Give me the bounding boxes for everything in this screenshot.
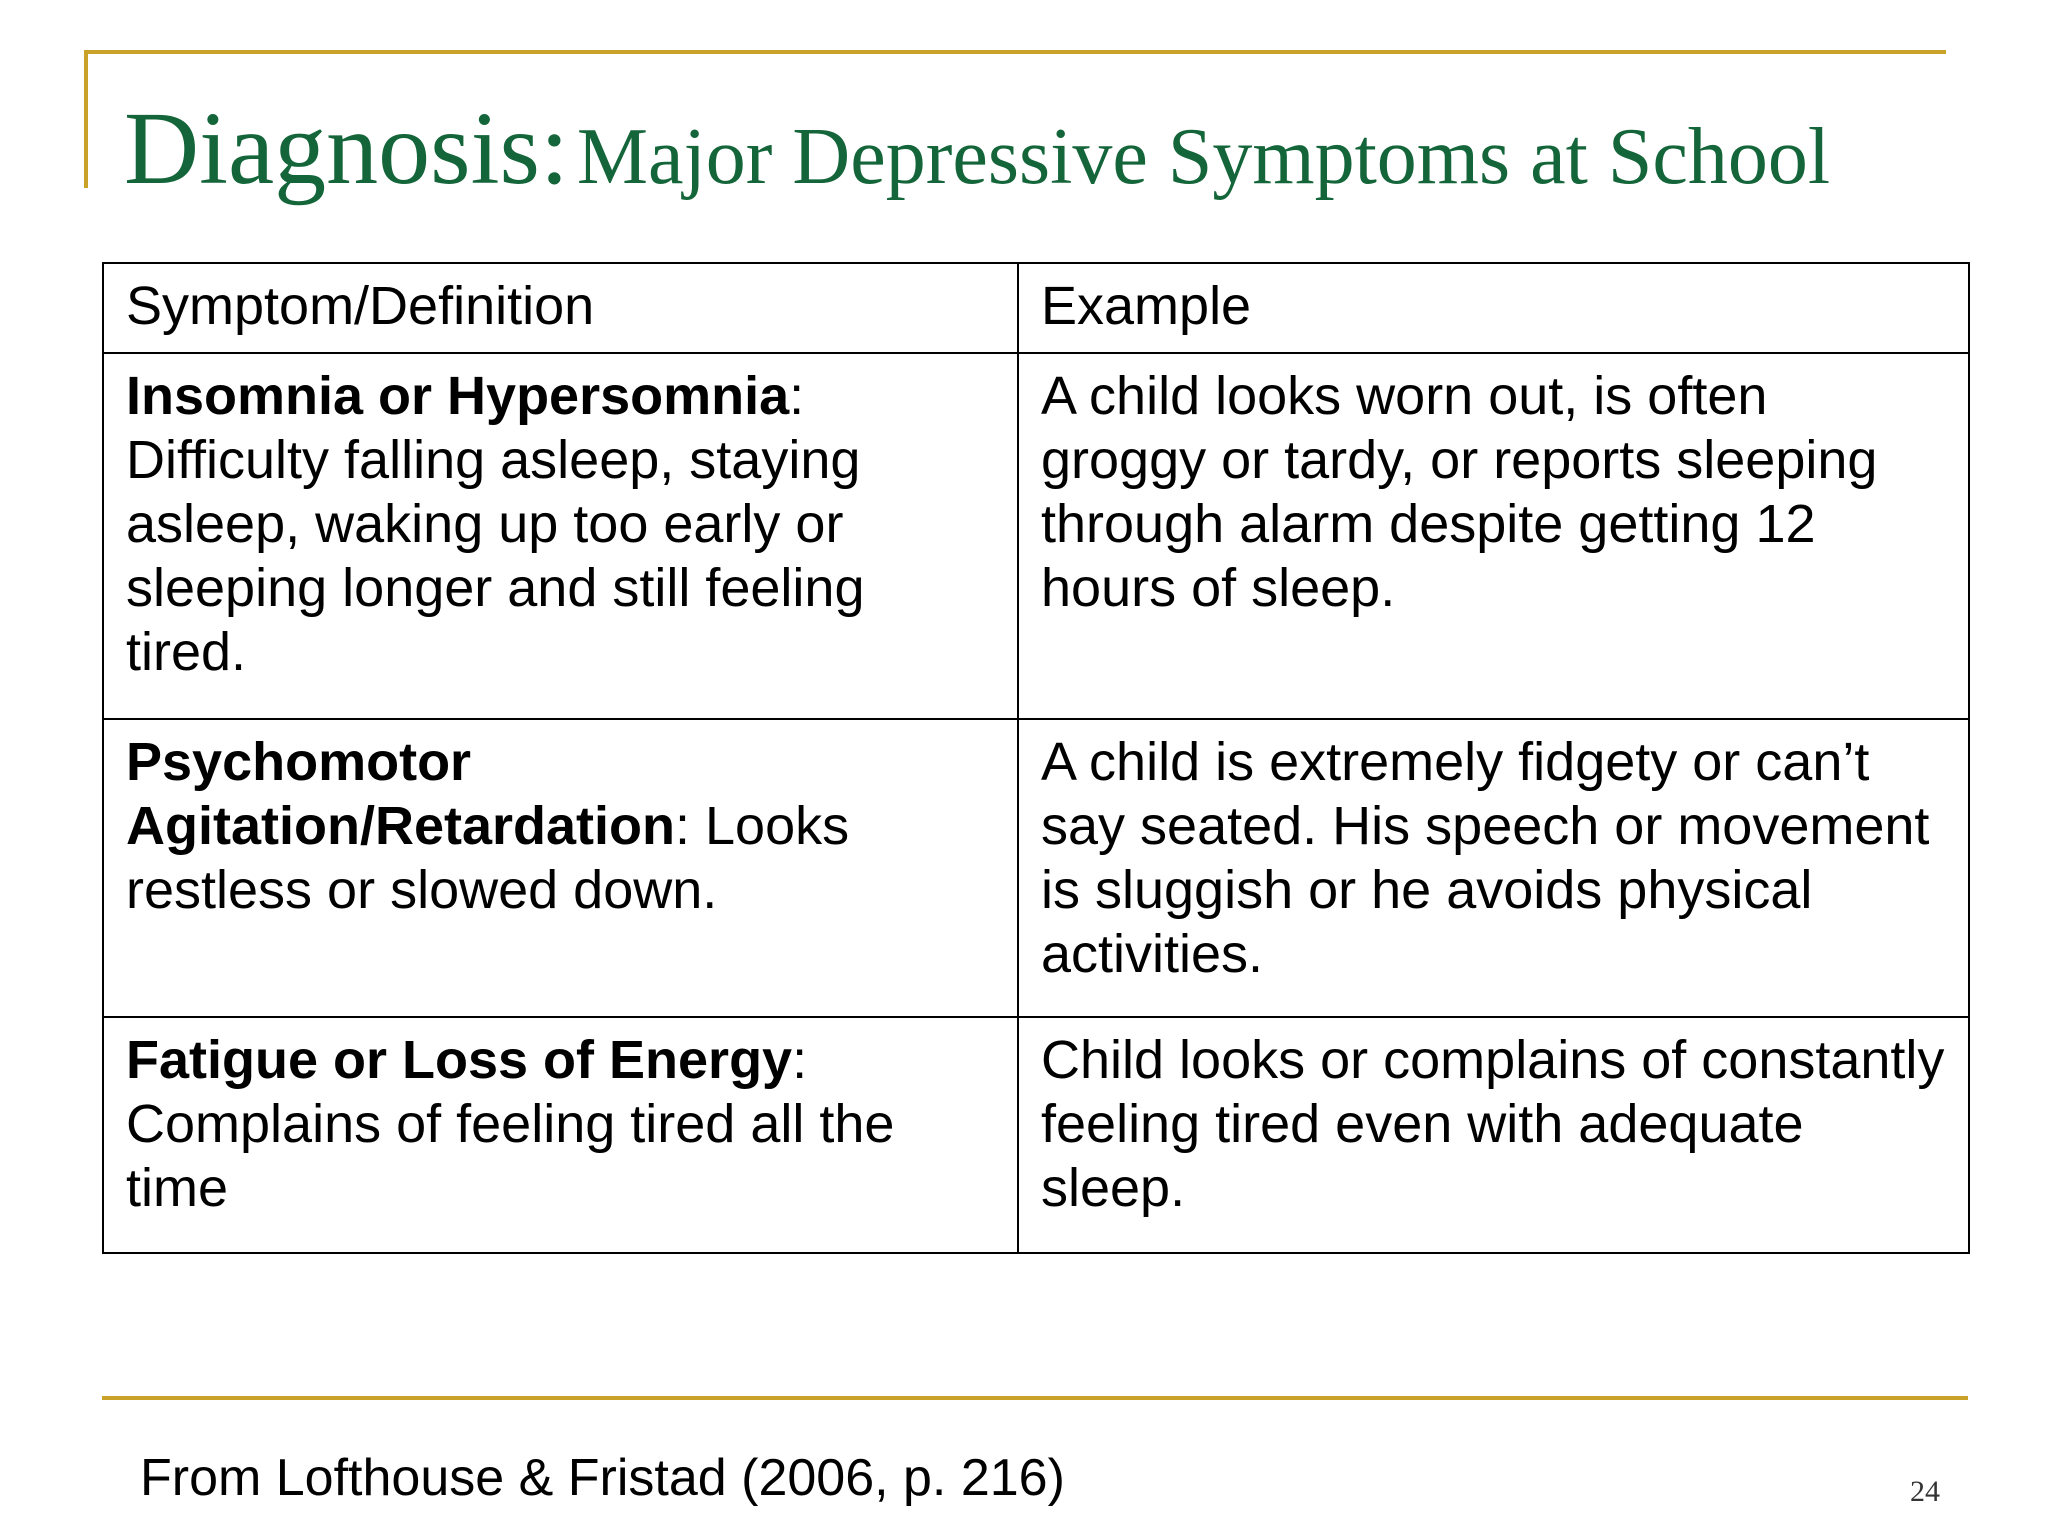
slide-title (124, 92, 1830, 206)
table-row (103, 719, 1969, 1017)
symptom-term: Insomnia or Hypersomnia (126, 366, 790, 426)
symptom-cell (103, 353, 1018, 719)
bottom-accent-rule (102, 1396, 1968, 1400)
header-example: Example (1018, 263, 1969, 353)
symptom-term: Fatigue or Loss of Energy (126, 1030, 793, 1090)
left-accent-rule (84, 50, 88, 188)
example-cell: A child looks worn out, is often groggy or tardy, or reports sleeping through alarm despite getting 12 hours of sleep. (1018, 353, 1969, 719)
title-main: Diagnosis: (124, 91, 569, 206)
source-citation: From Lofthouse & Fristad (2006, p. 216) (140, 1449, 1065, 1507)
header-symptom-definition: Symptom/Definition (103, 263, 1018, 353)
example-cell: A child is extremely fidgety or can’t say seated. His speech or movement is sluggish or he avoids physical activities. (1018, 719, 1969, 1017)
symptom-term: Psychomotor Agitation/Retardation (126, 732, 675, 856)
top-accent-rule (84, 50, 1946, 54)
symptom-definition: : Looks restless or slowed down. (126, 796, 850, 920)
symptom-definition: : Complains of feeling tired all the time (126, 1030, 895, 1218)
table-row (103, 353, 1969, 719)
page-number: 24 (1910, 1475, 1940, 1508)
symptom-table (102, 262, 1970, 1254)
example-cell: Child looks or complains of constantly feeling tired even with adequate sleep. (1018, 1017, 1969, 1253)
table-header-row (103, 263, 1969, 353)
symptom-cell (103, 719, 1018, 1017)
title-sub: Major Depressive Symptoms at School (576, 113, 1831, 201)
table-row (103, 1017, 1969, 1253)
symptom-definition: : Difficulty falling asleep, staying asleep, waking up too early or sleeping longer and still feeling tired. (126, 366, 865, 682)
symptom-cell (103, 1017, 1018, 1253)
